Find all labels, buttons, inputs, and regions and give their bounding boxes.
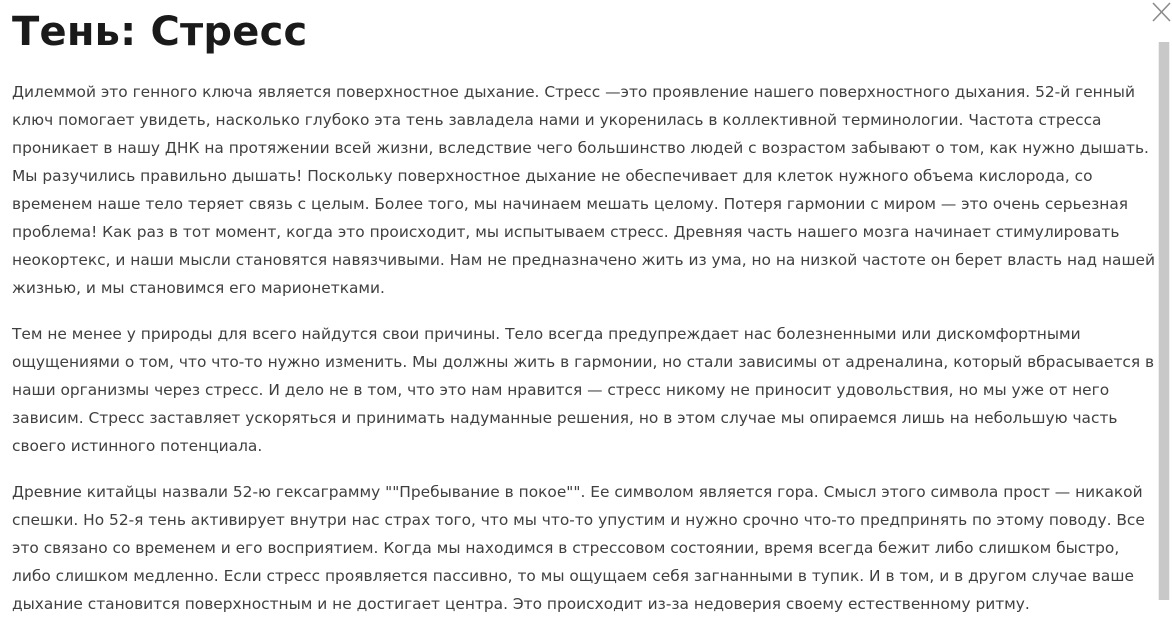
scrollbar-thumb[interactable] [1159,42,1169,600]
modal-content [12,78,1158,636]
page-title: Тень: Стресс [12,9,308,55]
paragraph-2: Тем не менее у природы для всего найдутся свои причины. Тело всегда предупреждает нас болезненными или дискомфортными ощущениями о том, что что-то нужно изменить. Мы должны жить в гармонии, но стали зависимы от адреналина, который вбрасывается в наши организмы через стресс. И дело не в том, что это нам нравится — стресс никому не приносит удовольствия, но мы уже от него зависим. Стресс заставляет ускоряться и принимать надуманные решения, но в этом случае мы опираемся лишь на небольшую часть своего истинного потенциала. [12,325,1155,455]
close-button[interactable] [1150,0,1172,24]
close-icon [1150,0,1172,24]
scrollbar[interactable] [1158,42,1170,600]
paragraph-1: Дилеммой это генного ключа является поверхностное дыхание. Стресс —это проявление нашего поверхностного дыхания. 52-й генный ключ помогает увидеть, насколько глубоко эта тень завладела нами и укоренилась в коллективной терминологии. Частота стресса проникает в нашу ДНК на протяжении всей жизни, вследствие чего большинство людей с возрастом забывают о том, как нужно дышать. Мы разучились правильно дышать! Поскольку поверхностное дыхание не обеспечивает для клеток нужного объема кислорода, со временем наше тело теряет связь с целым. Более того, мы начинаем мешать целому. Потеря гармонии с миром — это очень серьезная проблема! Как раз в тот момент, когда это происходит, мы испытываем стресс. Древняя часть нашего мозга начинает стимулировать неокортекс, и наши мысли становятся навязчивыми. Нам не предназначено жить из ума, но на низкой частоте он берет власть над нашей жизнью, и мы становимся его марионетками. [12,83,1156,297]
paragraph-3: Древние китайцы назвали 52-ю гексаграмму ""Пребывание в покое"". Ее символом является гора. Смысл этого символа прост — никакой спешки. Но 52-я тень активирует внутри нас страх того, что мы что-то упустим и нужно срочно что-то предпринять по этому поводу. Все это связано со временем и его восприятием. Когда мы находимся в стрессовом состоянии, время всегда бежит либо слишком быстро, либо слишком медленно. Если стресс проявляется пассивно, то мы ощущаем себя загнанными в тупик. И в том, и в другом случае ваше дыхание становится поверхностным и не достигает центра. Это происходит из-за недоверия своему естественному ритму. [12,483,1145,613]
